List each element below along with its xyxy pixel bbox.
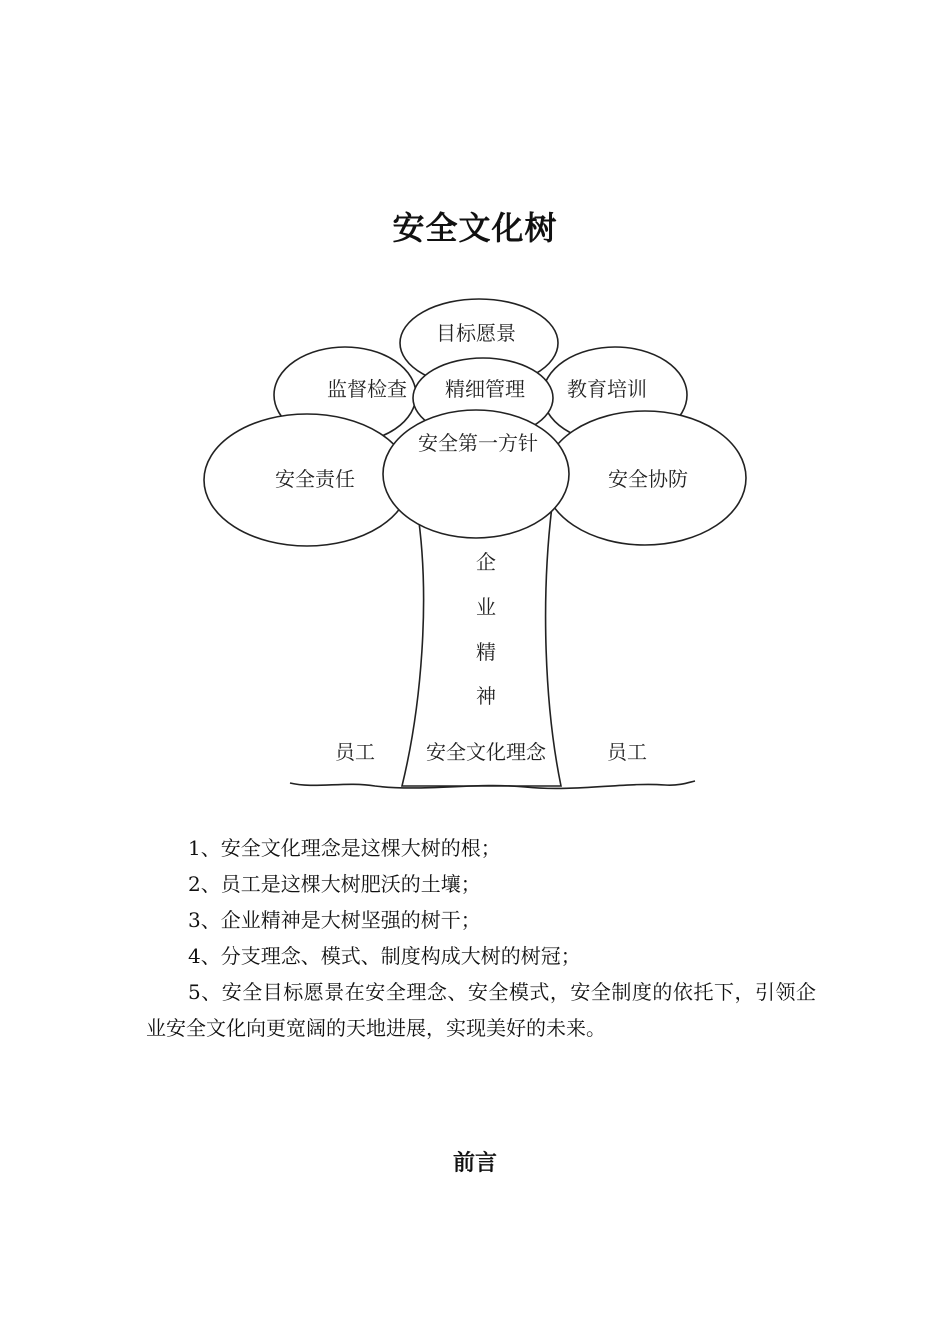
trunk-char: 企	[476, 550, 496, 574]
label-center: 安全第一方针	[418, 431, 538, 455]
label-upper-right: 教育培训	[567, 377, 647, 401]
section-title: 前言	[452, 1151, 497, 1176]
bubble-center	[383, 410, 569, 538]
label-soil-right: 员工	[607, 740, 647, 764]
trunk-char: 业	[476, 595, 496, 619]
trunk-char: 精	[476, 640, 496, 664]
safety-culture-tree-diagram	[195, 298, 755, 798]
list-item: 3、企业精神是大树坚强的树干；	[188, 908, 481, 932]
label-left: 安全责任	[275, 467, 355, 491]
list-item: 1、安全文化理念是这棵大树的根；	[188, 836, 501, 860]
trunk-char: 神	[476, 684, 496, 708]
label-upper-center: 精细管理	[445, 377, 525, 401]
label-right: 安全协防	[608, 467, 688, 491]
explanation-list	[146, 830, 816, 1046]
label-top: 目标愿景	[436, 321, 516, 345]
label-root: 安全文化理念	[426, 740, 546, 764]
list-item: 4、分支理念、模式、制度构成大树的树冠；	[188, 944, 581, 968]
list-item: 2、员工是这棵大树肥沃的土壤；	[188, 872, 481, 896]
list-item: 5、安全目标愿景在安全理念、安全模式，安全制度的依托下，引领企业安全文化向更宽阔的天地进展，实现美好的未来。	[146, 980, 816, 1040]
label-upper-left: 监督检查	[327, 377, 407, 401]
page-title: 安全文化树	[392, 209, 558, 247]
label-soil-left: 员工	[335, 740, 375, 764]
